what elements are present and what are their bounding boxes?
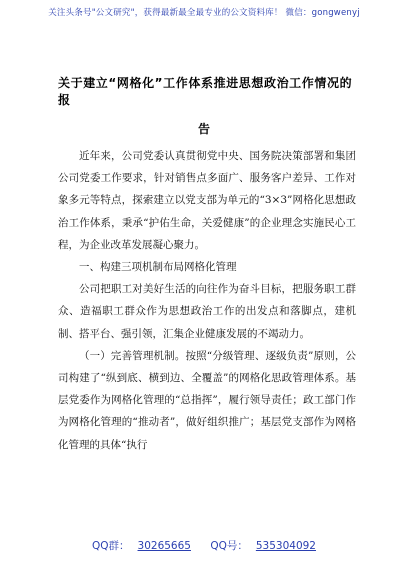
qq-group: [88, 540, 195, 552]
document-title-line2: 告: [198, 122, 211, 136]
qq-contact: [206, 540, 320, 552]
paragraph-intro: 近年来，公司党委认真贯彻党中央、国务院决策部署和集团公司党委工作要求，针对销售点多面广、服务客户差异、工作对象多元等特点，探索建立以党支部为单元的“3×3”网格化思想政治工作体系，秉承“护佑生命，关爱健康”的企业理念实施民心工程，为企业改革发展凝心聚力。: [58, 150, 356, 251]
qq-group-number[interactable]: 30265665: [137, 540, 191, 552]
footer-contact: [0, 538, 408, 553]
document-title-line1: 关于建立“网格化”工作体系推进思想政治工作情况的报: [58, 76, 353, 107]
header-note: 关注头条号"公文研究"，获得最新最全最专业的公文资料库！ 微信：gongwenyj: [48, 8, 360, 18]
section-heading: 一、构建三项机制布局网格化管理: [79, 261, 237, 274]
document-body: [58, 145, 356, 456]
qq-contact-label: QQ号：: [210, 540, 248, 552]
qq-contact-number[interactable]: 535304092: [255, 540, 316, 552]
qq-group-label: QQ群：: [92, 540, 130, 552]
paragraph-section-intro: 公司把职工对美好生活的向往作为奋斗目标，把服务职工群众、造福职工群众作为思想政治工作的出发点和落脚点，建机制、搭平台、强引领，汇集企业健康发展的不竭动力。: [58, 283, 356, 340]
paragraph-management-mechanism: （一）完善管理机制。按照“分级管理、逐级负责”原则，公司构建了“纵到底、横到边、全覆盖”的网格化思政管理体系。基层党委作为网格化管理的“总指挥”，履行领导责任；政工部门作为网格化管理的“推动者”，做好组织推广；基层党支部作为网格化管理的具体“执行: [58, 349, 356, 451]
